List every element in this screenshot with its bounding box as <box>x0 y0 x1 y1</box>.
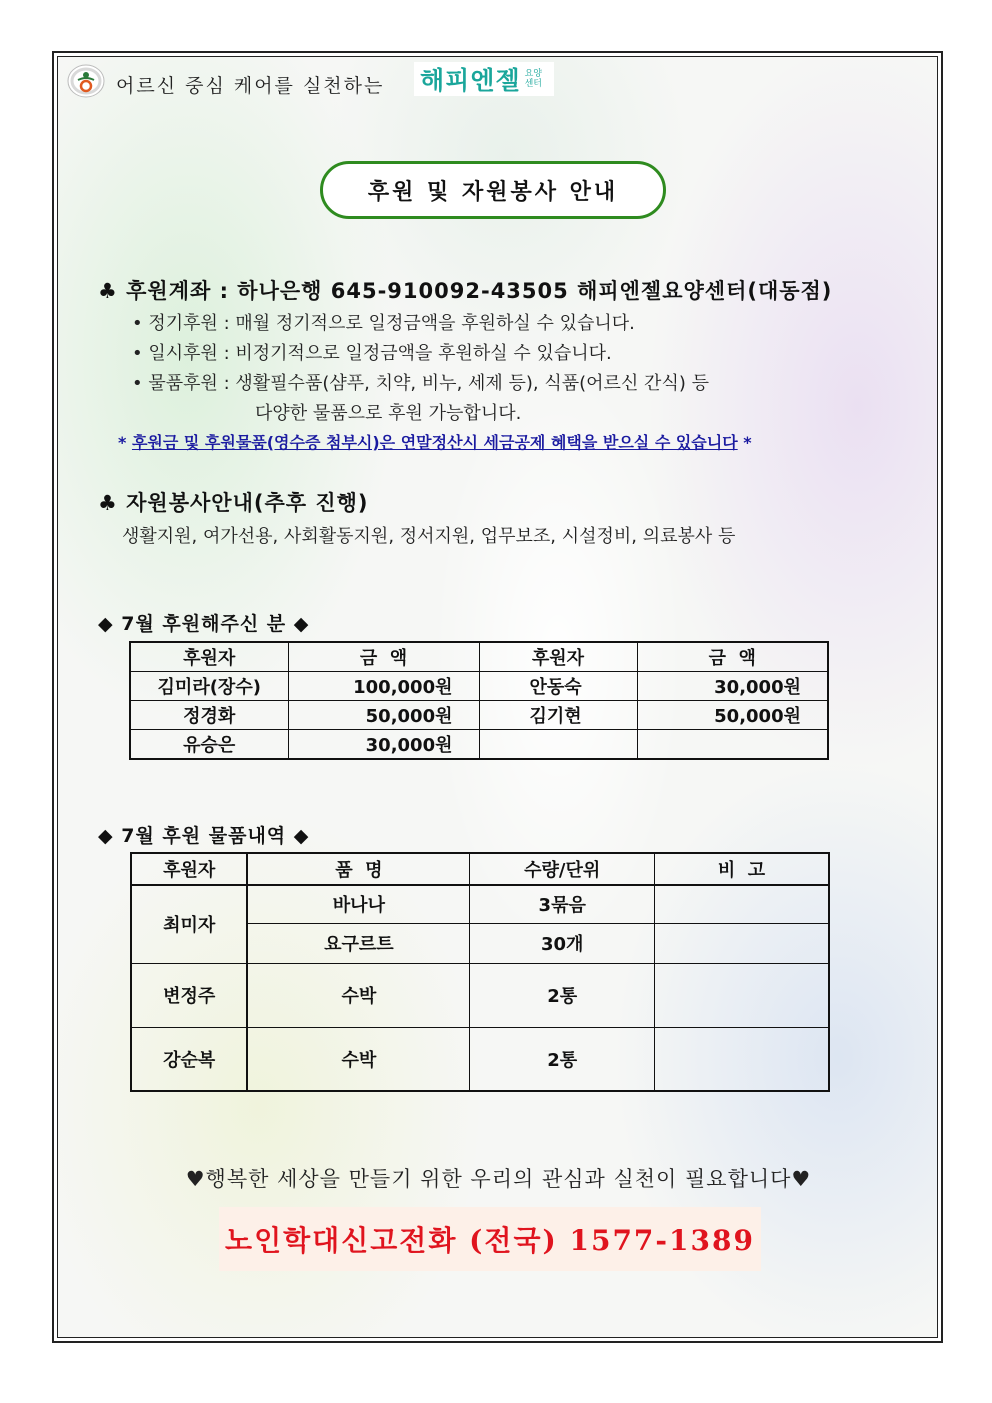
donor-name <box>479 730 637 760</box>
donation-item-goods-cont: 다양한 물품으로 후원 가능합니다. <box>255 403 522 424</box>
organization-logo-icon <box>66 63 106 99</box>
brand-sub-line1: 요양 <box>524 69 542 79</box>
brand-sub <box>525 69 542 89</box>
item-note <box>654 963 829 1027</box>
table-row <box>131 885 829 923</box>
page-content <box>57 56 938 1338</box>
table-row <box>130 672 828 701</box>
item-name: 수박 <box>247 963 470 1027</box>
volunteer-heading: ♣ 자원봉사안내(추후 진행) <box>98 491 369 515</box>
header-cell: 후원자 <box>130 642 288 672</box>
tax-note-star-left: * <box>118 433 127 452</box>
table-row <box>131 1027 829 1091</box>
donation-amount <box>637 730 828 760</box>
goods-donors-heading: ◆ 7월 후원 물품내역 ◆ <box>98 825 310 847</box>
brand-logo <box>414 62 554 96</box>
brand-name: 해피엔젤 <box>420 66 521 95</box>
tax-note <box>118 430 752 453</box>
donation-amount: 50,000원 <box>288 701 479 730</box>
donor-name: 김기현 <box>479 701 637 730</box>
item-note <box>654 1027 829 1091</box>
donation-amount: 100,000원 <box>288 672 479 701</box>
page-title: 후원 및 자원봉사 안내 <box>320 161 666 219</box>
table-row <box>130 701 828 730</box>
item-quantity: 30개 <box>470 923 655 963</box>
donor-name: 김미라(장수) <box>130 672 288 701</box>
item-name: 요구르트 <box>247 923 470 963</box>
header-cell: 수량/단위 <box>470 853 655 885</box>
item-quantity: 2통 <box>470 963 655 1027</box>
donor-name: 유승은 <box>130 730 288 760</box>
volunteer-text: 생활지원, 여가선용, 사회활동지원, 정서지원, 업무보조, 시설정비, 의료봉사 등 <box>122 526 736 547</box>
donor-name: 안동숙 <box>479 672 637 701</box>
donor-name: 강순복 <box>131 1027 247 1091</box>
header-cell: 후원자 <box>131 853 247 885</box>
item-name: 바나나 <box>247 885 470 923</box>
donation-amount: 30,000원 <box>288 730 479 760</box>
donation-amount: 30,000원 <box>637 672 828 701</box>
table-row <box>130 730 828 760</box>
header-cell: 비 고 <box>654 853 829 885</box>
donor-name: 정경화 <box>130 701 288 730</box>
tax-note-star-right: * <box>743 433 752 452</box>
goods-donors-table <box>130 852 830 1092</box>
abuse-hotline-banner: 노인학대신고전화 (전국) 1577-1389 <box>219 1207 761 1271</box>
header-cell: 후원자 <box>479 642 637 672</box>
tagline: 어르신 중심 케어를 실천하는 <box>116 75 385 97</box>
donation-amount: 50,000원 <box>637 701 828 730</box>
donation-item-goods: • 물품후원 : 생활필수품(샴푸, 치약, 비누, 세제 등), 식품(어르신 간식) 등 <box>132 373 709 394</box>
donation-heading: ♣ 후원계좌 : 하나은행 645-910092-43505 해피엔젤요양센터(대동점) <box>98 279 833 303</box>
table-header-row <box>131 853 829 885</box>
money-donors-heading: ◆ 7월 후원해주신 분 ◆ <box>98 613 310 635</box>
item-name: 수박 <box>247 1027 470 1091</box>
item-note <box>654 923 829 963</box>
money-donors-table <box>129 641 829 760</box>
donation-item-onetime: • 일시후원 : 비정기적으로 일정금액을 후원하실 수 있습니다. <box>132 343 612 364</box>
donor-name: 최미자 <box>131 885 247 963</box>
footer-message: ♥행복한 세상을 만들기 위한 우리의 관심과 실천이 필요합니다♥ <box>185 1167 812 1191</box>
header-cell: 금 액 <box>637 642 828 672</box>
header-cell: 품 명 <box>247 853 470 885</box>
donation-item-regular: • 정기후원 : 매월 정기적으로 일정금액을 후원하실 수 있습니다. <box>132 313 635 334</box>
donor-name: 변정주 <box>131 963 247 1027</box>
table-header-row <box>130 642 828 672</box>
item-quantity: 3묶음 <box>470 885 655 923</box>
header-cell: 금 액 <box>288 642 479 672</box>
tax-note-text: 후원금 및 후원물품(영수증 첨부시)은 연말정산시 세금공제 혜택을 받으실 수 있습니다 <box>131 433 738 452</box>
table-row <box>131 963 829 1027</box>
item-quantity: 2통 <box>470 1027 655 1091</box>
brand-sub-line2: 센터 <box>524 79 542 89</box>
item-note <box>654 885 829 923</box>
